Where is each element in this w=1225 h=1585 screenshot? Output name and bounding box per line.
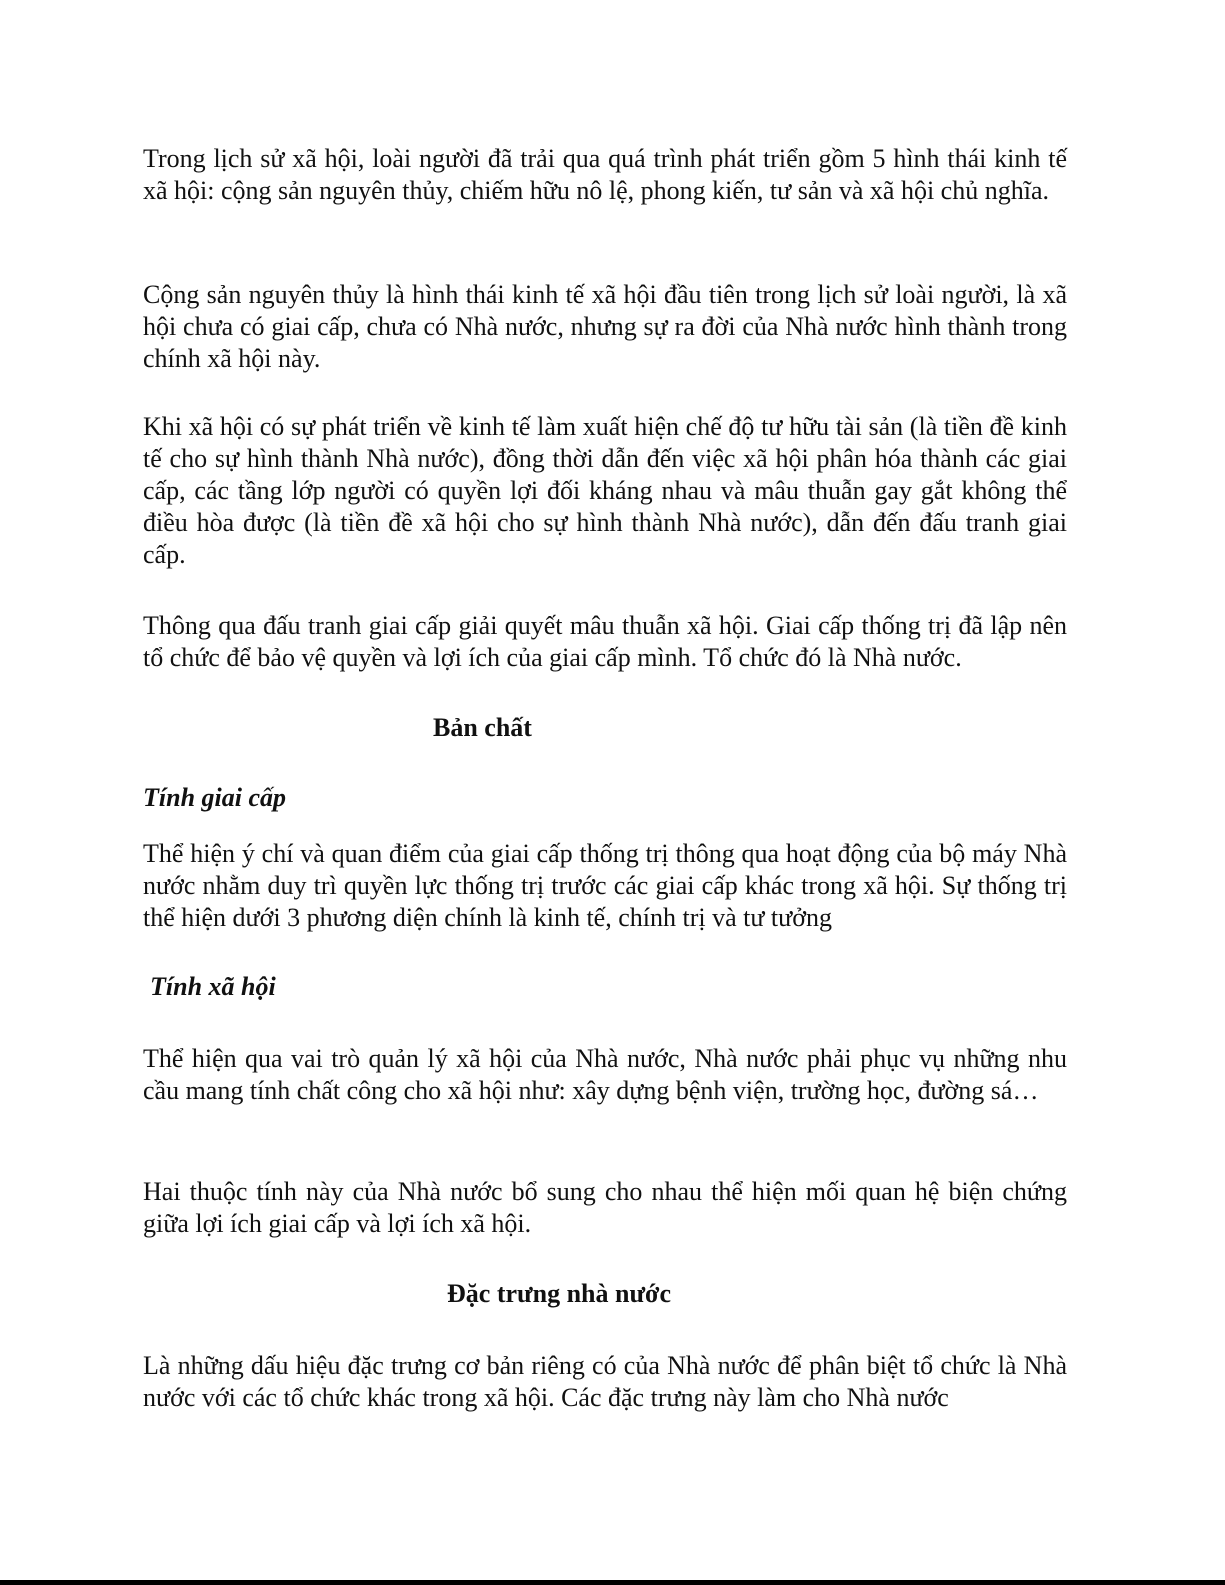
subheading-tinh-giai-cap: Tính giai cấp xyxy=(143,783,287,812)
paragraph-dialectic: Hai thuộc tính này của Nhà nước bổ sung cho nhau thể hiện mối quan hệ biện chứng giữa lợi ích giai cấp và lợi ích xã hội. xyxy=(143,1177,1067,1238)
heading-dac-trung: Đặc trưng nhà nước xyxy=(447,1279,671,1308)
paragraph-characteristics: Là những dấu hiệu đặc trưng cơ bản riêng có của Nhà nước để phân biệt tổ chức là Nhà nước với các tổ chức khác trong xã hội. Các đặc trưng này làm cho Nhà nước xyxy=(143,1351,1067,1412)
paragraph-class-nature: Thể hiện ý chí và quan điểm của giai cấp thống trị thông qua hoạt động của bộ máy Nhà nước nhằm duy trì quyền lực thống trị trước các giai cấp khác trong xã hội. Sự thống trị thể hiện dưới 3 phương diện chính là kinh tế, chính trị và tư tưởng xyxy=(143,839,1067,932)
paragraph-intro: Trong lịch sử xã hội, loài người đã trải qua quá trình phát triển gồm 5 hình thái kinh tế xã hội: cộng sản nguyên thủy, chiếm hữu nô lệ, phong kiến, tư sản và xã hội chủ nghĩa. xyxy=(143,144,1067,205)
page-bottom-rule xyxy=(0,1580,1225,1585)
paragraph-class-division: Khi xã hội có sự phát triển về kinh tế làm xuất hiện chế độ tư hữu tài sản (là tiền đề kinh tế cho sự hình thành Nhà nước), đồng thời dẫn đến việc xã hội phân hóa thành các giai cấp, các tầng lớp người có quyền lợi đối kháng nhau và mâu thuẫn gay gắt không thể điều hòa được (là tiền đề xã hội cho sự hình thành Nhà nước), dẫn đến đấu tranh giai cấp. xyxy=(143,412,1067,569)
heading-ban-chat: Bản chất xyxy=(433,713,532,742)
paragraph-primitive-communism: Cộng sản nguyên thủy là hình thái kinh tế xã hội đầu tiên trong lịch sử loài người, là xã hội chưa có giai cấp, chưa có Nhà nước, nhưng sự ra đời của Nhà nước hình thành trong chính xã hội này. xyxy=(143,280,1067,373)
paragraph-state-formation: Thông qua đấu tranh giai cấp giải quyết mâu thuẫn xã hội. Giai cấp thống trị đã lập nên tổ chức để bảo vệ quyền và lợi ích của giai cấp mình. Tổ chức đó là Nhà nước. xyxy=(143,611,1067,672)
paragraph-social-nature: Thể hiện qua vai trò quản lý xã hội của Nhà nước, Nhà nước phải phục vụ những nhu cầu mang tính chất công cho xã hội như: xây dựng bệnh viện, trường học, đường sá… xyxy=(143,1044,1067,1105)
subheading-tinh-xa-hoi: Tính xã hội xyxy=(150,972,276,1001)
